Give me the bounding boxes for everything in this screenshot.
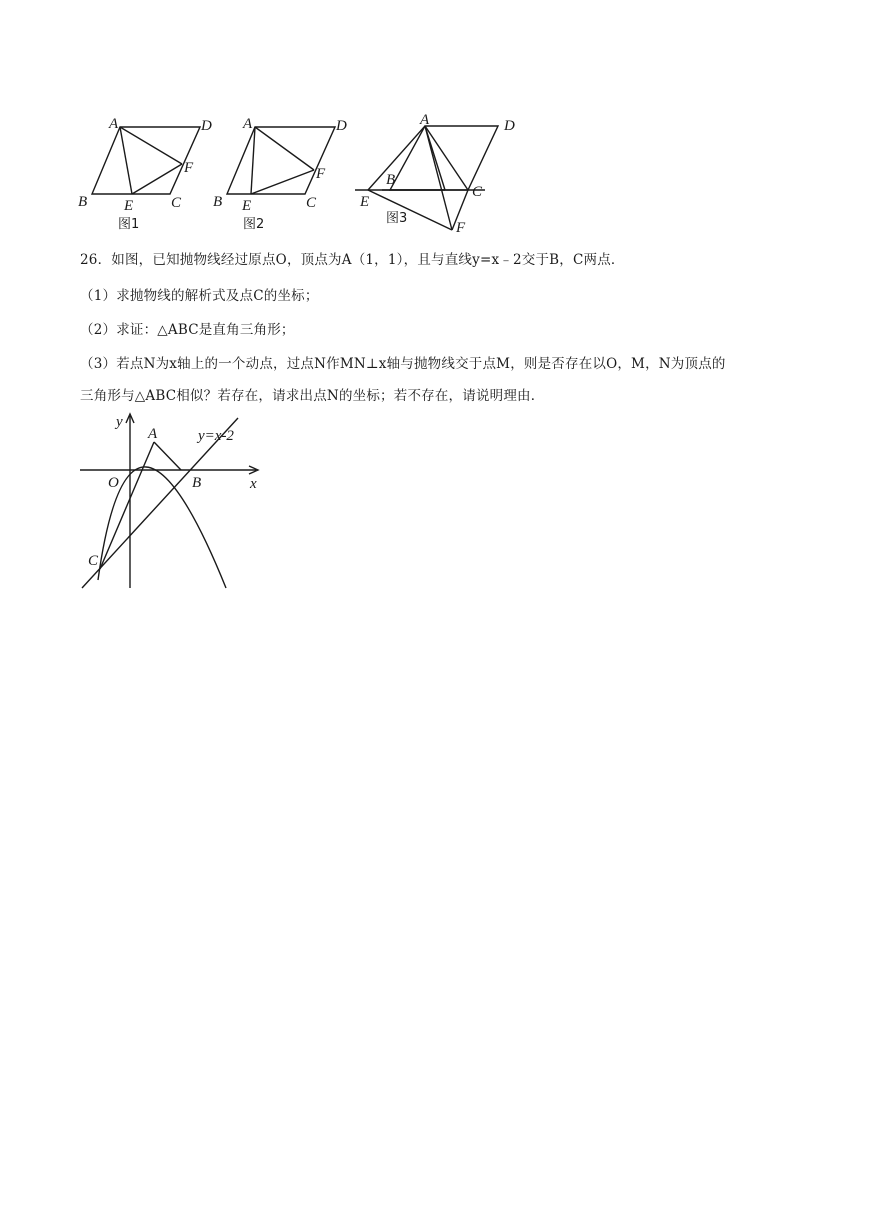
label-A: A bbox=[109, 116, 119, 132]
problem-part-3-line-2: 三角形与△ABC相似？若存在，请求出点N的坐标；若不存在，请说明理由． bbox=[80, 388, 545, 404]
figure-3-caption: 图3 bbox=[386, 211, 408, 226]
label-E: E bbox=[242, 198, 252, 214]
axis-label-y: y bbox=[116, 414, 123, 430]
figure-2 bbox=[210, 112, 350, 237]
label-A: A bbox=[243, 116, 253, 132]
label-D: D bbox=[504, 118, 515, 134]
label-B: B bbox=[386, 172, 396, 188]
label-E: E bbox=[360, 194, 370, 210]
label-F: F bbox=[456, 220, 466, 236]
label-C: C bbox=[306, 195, 317, 211]
label-D: D bbox=[336, 118, 347, 134]
figure-1 bbox=[75, 112, 212, 237]
problem-part-2: （2）求证：△ABC是直角三角形； bbox=[80, 322, 295, 338]
point-label-O: O bbox=[108, 475, 119, 491]
label-C: C bbox=[171, 195, 182, 211]
label-B: B bbox=[78, 194, 88, 210]
parabola-graph bbox=[78, 410, 268, 590]
segment-AB bbox=[154, 442, 181, 470]
segment-AC bbox=[100, 442, 154, 569]
label-F: F bbox=[184, 160, 194, 176]
figure-2-caption: 图2 bbox=[243, 217, 265, 232]
point-label-A: A bbox=[148, 426, 158, 442]
problem-part-1: （1）求抛物线的解析式及点C的坐标； bbox=[80, 288, 319, 304]
line-label: y=x-2 bbox=[198, 428, 234, 444]
figure-3 bbox=[350, 108, 530, 236]
label-D: D bbox=[201, 118, 212, 134]
label-A: A bbox=[420, 112, 430, 128]
problem-stem: 26．如图，已知抛物线经过原点O，顶点为A（1，1），且与直线y=x﹣2交于B，C两点． bbox=[80, 252, 625, 268]
label-C: C bbox=[472, 184, 483, 200]
axis-label-x: x bbox=[250, 476, 257, 492]
label-F: F bbox=[316, 166, 326, 182]
label-E: E bbox=[124, 198, 134, 214]
label-B: B bbox=[213, 194, 223, 210]
point-label-B: B bbox=[192, 475, 202, 491]
point-label-C: C bbox=[88, 553, 99, 569]
figure-1-caption: 图1 bbox=[118, 217, 140, 232]
problem-part-3-line-1: （3）若点N为x轴上的一个动点，过点N作MN⊥x轴与抛物线交于点M，则是否存在以O，M，N为顶点的 bbox=[80, 356, 726, 372]
